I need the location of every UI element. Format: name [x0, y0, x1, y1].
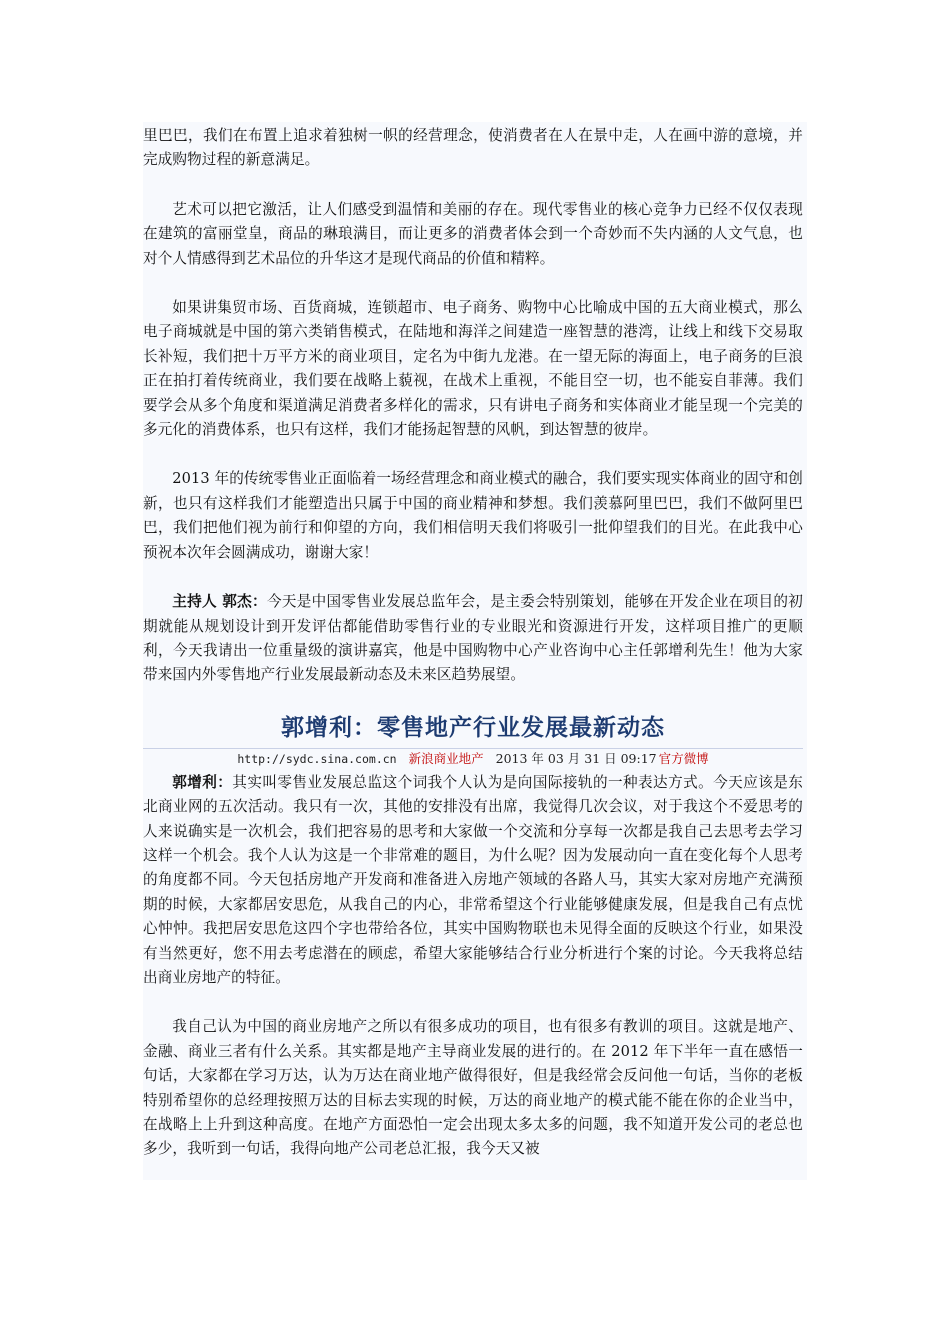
paragraph: 如果讲集贸市场、百货商城，连锁超市、电子商务、购物中心比喻成中国的五大商业模式，那么电子商城就是中国的第六类销售模式，在陆地和海洋之间建造一座智慧的港湾，让线上和线下交易取长补短，我们把十万平方米的商业项目，定名为中街九龙港。在一望无际的海面上，电子商务的巨浪正在拍打着传统商业，我们要在战略上藐视，在战术上重视，不能目空一切，也不能妄自菲薄。我们要学会从多个角度和渠道满足消费者多样化的需求，只有讲电子商务和实体商业才能呈现一个完美的多元化的消费体系，也只有这样，我们才能扬起智慧的风帆，到达智慧的彼岸。	[143, 299, 803, 439]
paragraph: 2013 年的传统零售业正面临着一场经营理念和商业模式的融合，我们要实现实体商业的固守和创新，也只有这样我们才能塑造出只属于中国的商业精神和梦想。我们羡慕阿里巴巴，我们不做阿里巴巴，我们把他们视为前行和仰望的方向，我们相信明天我们将吸引一批仰望我们的目光。在此我中心预祝本次年会圆满成功，谢谢大家！	[143, 470, 803, 561]
speech-text: 其实叫零售业发展总监这个词我个人认为是向国际接轨的一种表达方式。今天应该是东北商业网的五次活动。我只有一次，其他的安排没有出席，我觉得几次会议，对于我这个不爱思考的人来说确实是一次机会，我们把容易的思考和大家做一个交流和分享每一次都是我自己去思考去学习这样一个机会。我个人认为这是一个非常难的题目，为什么呢？因为发展动向一直在变化每个人思考的角度都不同。今天包括房地产开发商和准备进入房地产领域的各路人马，其实大家对房地产充满预期的时候，大家都居安思危，从我自己的内心，非常希望这个行业能够健康发展，但是我自己有点忧心忡忡。我把居安思危这四个字也带给各位，其实中国购物联也未见得全面的反映这个行业，如果没有当然更好，您不用去考虑潜在的顾虑，希望大家能够结合行业分析进行个案的讨论。今天我将总结出商业房地产的特征。	[143, 773, 803, 986]
article-meta	[143, 748, 803, 771]
source-url-link[interactable]: http://sydc.sina.com.cn	[237, 751, 397, 766]
official-weibo-link[interactable]: 官方微博	[658, 750, 709, 766]
publish-date: 2013 年 03 月 31 日 09:17	[495, 750, 657, 766]
host-speaker: 主持人 郭杰：	[172, 593, 267, 611]
paragraph: 里巴巴，我们在布置上追求着独树一帜的经营理念，使消费者在人在景中走，人在画中游的意境，并完成购物过程的新意满足。	[143, 127, 803, 169]
paragraph: 我自己认为中国的商业房地产之所以有很多成功的项目，也有很多有教训的项目。这就是地产、金融、商业三者有什么关系。其实都是地产主导商业发展的进行的。在 2012 年下半年一直在感悟一句话，大家都在学习万达，认为万达在商业地产做得很好，但是我经常会反问他一句话，当你的老板特别希望你的总经理按照万达的目标去实现的时候，万达的商业地产的模式能不能在你的企业当中，在战略上上升到这种高度。在地产方面恐怕一定会出现太多太多的问题，我不知道开发公司的老总也多少，我听到一句话，我得向地产公司老总汇报，我今天又被	[143, 1018, 803, 1158]
article-title: 郭增利：零售地产行业发展最新动态	[281, 714, 665, 741]
speech-paragraph	[143, 771, 803, 991]
host-paragraph	[143, 590, 803, 688]
host-text: 今天是中国零售业发展总监年会，是主委会特别策划，能够在开发企业在项目的初期就能从规划设计到开发评估都能借助零售行业的专业眼光和资源进行开发，这样项目推广的更顺利，今天我请出一位重量级的演讲嘉宾，他是中国购物中心产业咨询中心主任郭增利先生！他为大家带来国内外零售地产行业发展最新动态及未来区趋势展望。	[143, 593, 804, 684]
speech-speaker: 郭增利：	[172, 773, 233, 791]
source-name-link[interactable]: 新浪商业地产	[408, 750, 484, 766]
paragraph: 艺术可以把它激活，让人们感受到温情和美丽的存在。现代零售业的核心竞争力已经不仅仅表现在建筑的富丽堂皇，商品的琳琅满目，而让更多的消费者体会到一个奇妙而不失内涵的人文气息，也对个人情感得到艺术品位的升华这才是现代商品的价值和精粹。	[143, 200, 803, 267]
document-body	[143, 124, 803, 1162]
